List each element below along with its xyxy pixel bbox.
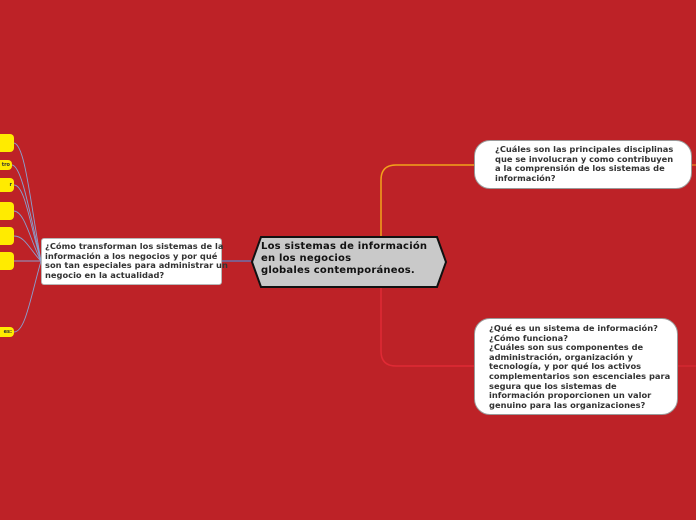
central-topic[interactable] — [251, 236, 447, 288]
topic-right-2-line: genuino para las organizaciones? — [489, 399, 646, 410]
central-topic-line: en los negocios — [261, 253, 352, 264]
topic-right-2-line: segura que los sistemas de — [489, 380, 617, 391]
link-central-right-1 — [381, 165, 474, 236]
topic-left[interactable] — [41, 238, 228, 285]
topic-left-line: ¿Cómo transforman los sistemas de la — [45, 241, 224, 251]
central-topic-text — [261, 241, 437, 277]
central-topic-line: globales contemporáneos. — [261, 265, 415, 276]
topic-right-1-line: a la comprensión de los sistemas de — [495, 163, 665, 174]
link-leaf-3 — [14, 185, 41, 261]
topic-right-2-line: ¿Cómo funciona? — [489, 332, 569, 343]
topic-right-1-line: información? — [495, 172, 556, 183]
leaf-node-5[interactable] — [0, 227, 14, 245]
topic-left-line: información a los negocios y por qué — [45, 250, 218, 261]
link-leaf-7 — [14, 261, 41, 332]
topic-left-line: son tan especiales para administrar un — [45, 260, 228, 271]
leaf-node-3[interactable]: r — [0, 178, 14, 192]
topic-right-2-line: ¿Cuáles son sus componentes de — [489, 342, 644, 353]
topic-right-2-line: administración, organización y — [489, 351, 633, 362]
leaf-node-1[interactable] — [0, 134, 14, 152]
leaf-node-6[interactable] — [0, 252, 14, 270]
topic-right-disciplines[interactable] — [474, 140, 692, 189]
leaf-node-2[interactable]: tro — [0, 160, 12, 170]
topic-left-line: negocio en la actualidad? — [45, 269, 165, 280]
topic-right-2-line: tecnología, y por qué los activos — [489, 361, 642, 372]
leaf-node-7[interactable]: es: — [0, 327, 14, 337]
topic-right-2-line: ¿Qué es un sistema de información? — [489, 323, 658, 333]
topic-right-what-is-is[interactable] — [474, 318, 678, 415]
topic-right-2-line: información proporcionen un valor — [489, 390, 652, 401]
leaf-node-4[interactable] — [0, 202, 14, 220]
topic-right-1-line: que se involucran y como contribuyen — [495, 153, 674, 164]
topic-right-2-line: complementarios son escenciales para — [489, 370, 671, 381]
topic-right-1-line: ¿Cuáles son las principales disciplinas — [495, 144, 674, 154]
central-topic-line: Los sistemas de información — [261, 241, 428, 252]
link-central-right-2 — [381, 288, 474, 366]
